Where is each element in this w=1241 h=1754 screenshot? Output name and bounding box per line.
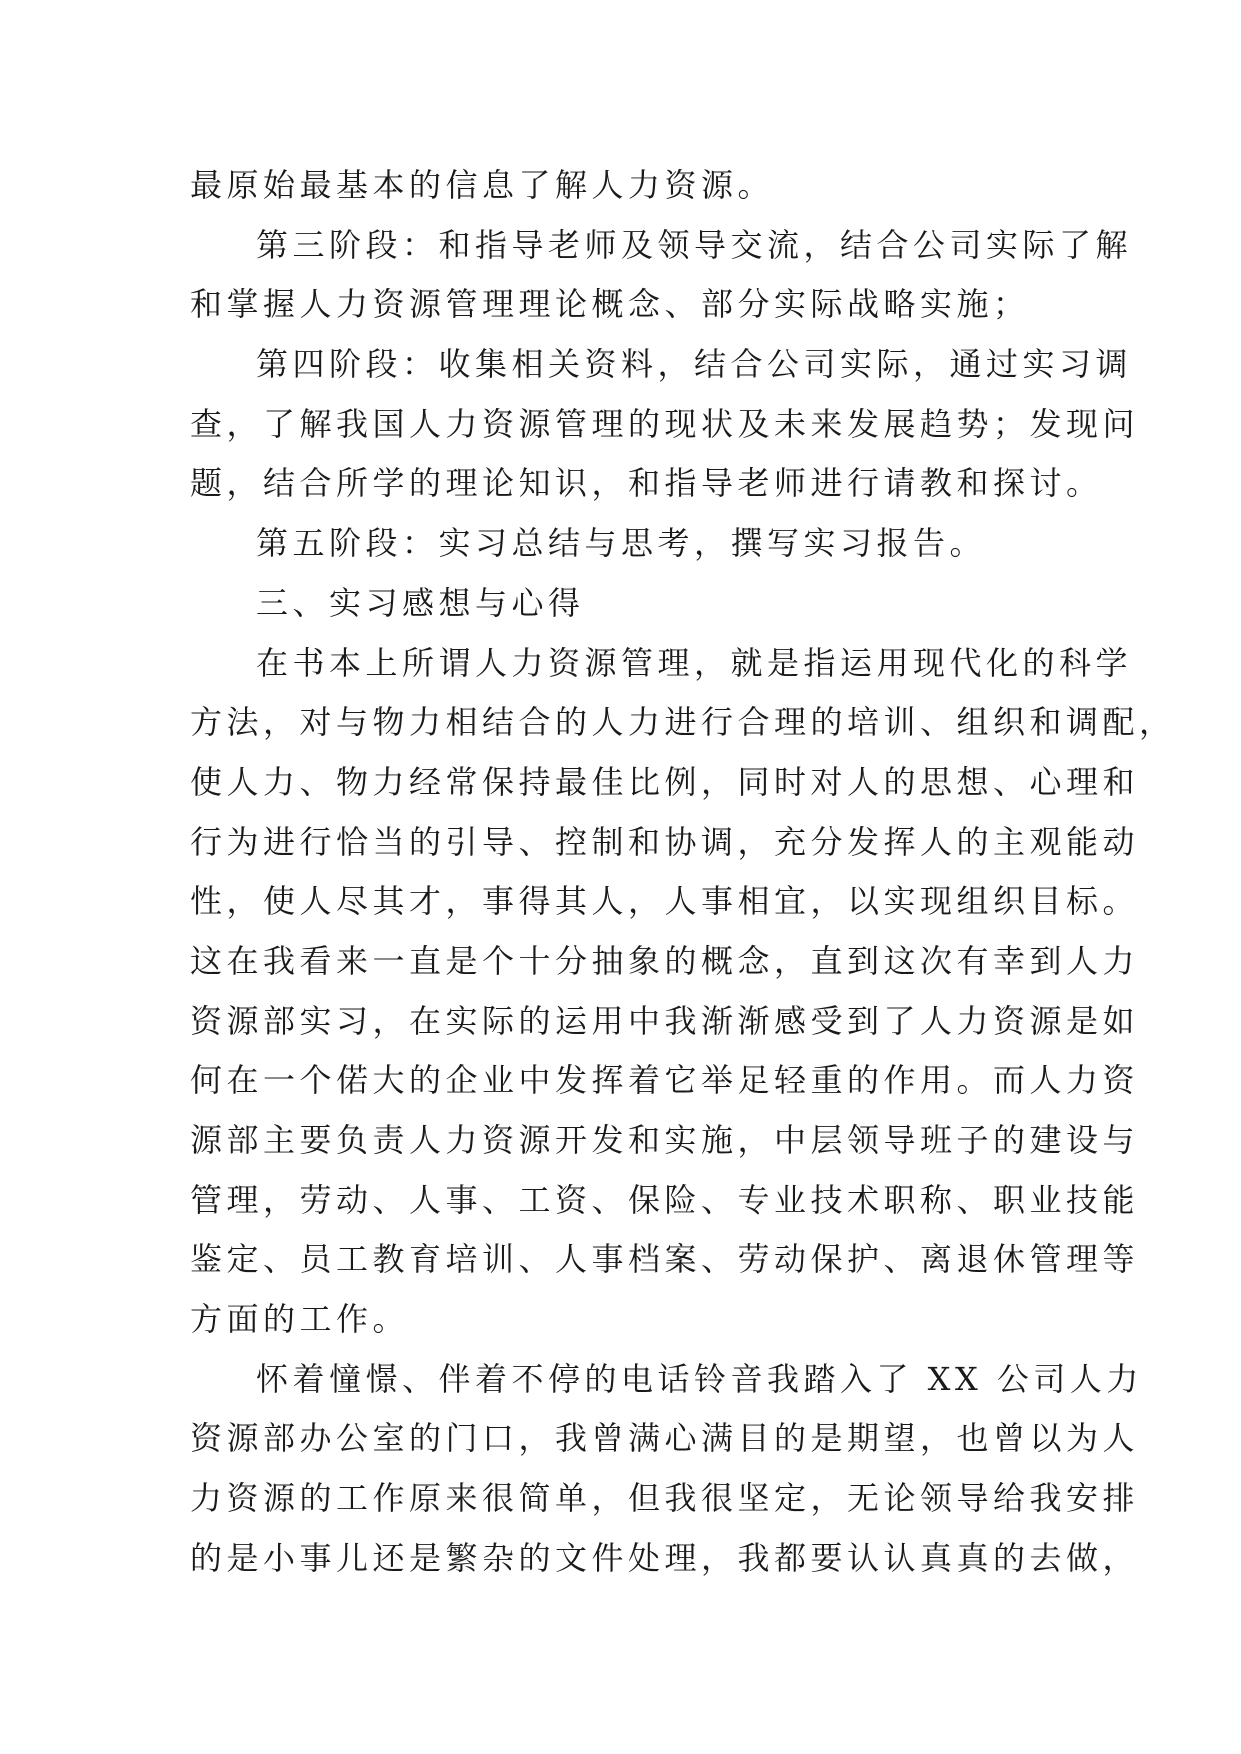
text-line: 资源部办公室的门口，我曾满心满目的是期望，也曾以为人 xyxy=(190,1419,1140,1458)
text-line: 这在我看来一直是个十分抽象的概念，直到这次有幸到人力 xyxy=(190,941,1140,980)
text-line: 鉴定、员工教育培训、人事档案、劳动保护、离退休管理等 xyxy=(190,1240,1140,1279)
text-line: 性，使人尽其才，事得其人，人事相宜，以实现组织目标。 xyxy=(190,882,1140,921)
text-line: 使人力、物力经常保持最佳比例，同时对人的思想、心理和 xyxy=(190,762,1140,801)
text-line: 三、实习感想与心得 xyxy=(256,583,585,622)
text-line: 何在一个偌大的企业中发挥着它举足轻重的作用。而人力资 xyxy=(190,1061,1140,1100)
text-line: 资源部实习，在实际的运用中我渐渐感受到了人力资源是如 xyxy=(190,1001,1140,1040)
text-line: 的是小事儿还是繁杂的文件处理，我都要认认真真的去做， xyxy=(190,1538,1140,1577)
text-line: 在书本上所谓人力资源管理，就是指运用现代化的科学 xyxy=(256,643,1133,682)
text-line: 方法，对与物力相结合的人力进行合理的培训、组织和调配， xyxy=(190,703,1176,742)
text-line: 查，了解我国人力资源管理的现状及未来发展趋势；发现问 xyxy=(190,404,1140,443)
text-line: 行为进行恰当的引导、控制和协调，充分发挥人的主观能动 xyxy=(190,822,1140,861)
text-line: 和掌握人力资源管理理论概念、部分实际战略实施； xyxy=(190,285,1030,324)
text-line: 第五阶段：实习总结与思考，撰写实习报告。 xyxy=(256,524,987,563)
text-line: 题，结合所学的理论知识，和指导老师进行请教和探讨。 xyxy=(190,464,1103,503)
text-line: 第三阶段：和指导老师及领导交流，结合公司实际了解 xyxy=(256,225,1133,264)
text-line: 管理，劳动、人事、工资、保险、专业技术职称、职业技能 xyxy=(190,1180,1140,1219)
text-line: 源部主要负责人力资源开发和实施，中层领导班子的建设与 xyxy=(190,1121,1140,1159)
text-line: 怀着憧憬、伴着不停的电话铃音我踏入了 XX 公司人力 xyxy=(256,1359,1143,1398)
text-line: 最原始最基本的信息了解人力资源。 xyxy=(190,166,775,204)
text-line: 第四阶段：收集相关资料，结合公司实际，通过实习调 xyxy=(256,345,1133,384)
text-line: 力资源的工作原来很简单，但我很坚定，无论领导给我安排 xyxy=(190,1479,1140,1518)
text-line: 方面的工作。 xyxy=(190,1300,410,1339)
document-body xyxy=(190,156,1176,1589)
